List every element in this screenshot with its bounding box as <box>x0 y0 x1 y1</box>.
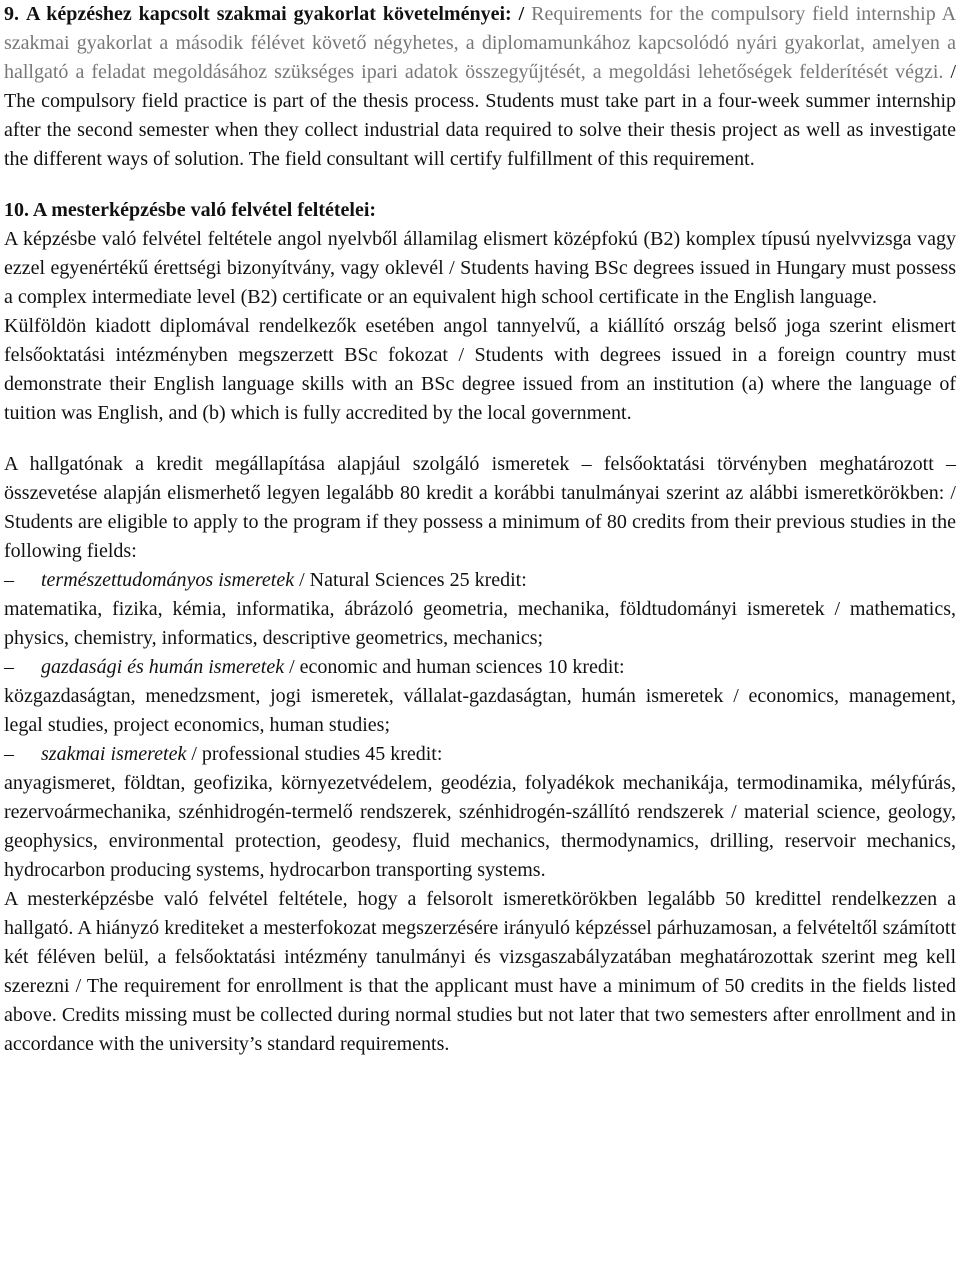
section-9-body-hu: A szakmai gyakorlat a második félévet követő négyhetes, a diplomamunkához kapcsolódó nyári gyakorlat, amelyen a hallgató a feladat megoldásához szükséges ipari adatok összegyűjtését, a megoldási lehetőségek felderítését végzi. <box>4 3 957 83</box>
section-9-title-hu: A képzéshez kapcsolt szakmai gyakorlat követelményei: <box>25 3 512 25</box>
field-3-name: szakmai ismeretek <box>41 743 187 765</box>
field-1-list: matematika, fizika, kémia, informatika, ábrázoló geometria, mechanika, földtudományi ismeretek / mathematics, physics, chemistry, informatics, descriptive geometrics, mechanics; <box>4 598 956 649</box>
field-1-heading <box>4 566 956 595</box>
field-2-rest: / economic and human sciences 10 kredit: <box>289 656 625 678</box>
field-3-list: anyagismeret, földtan, geofizika, környezetvédelem, geodézia, folyadékok mechanikája, termodinamika, mélyfúrás, rezervoármechanika, szénhidrogén-termelő rendszerek, szénhidrogén-szállító rendszerek / material science, geology, geophysics, environmental protection, geodesy, fluid mechanics, thermodynamics, drilling, reservoir mechanics, hydrocarbon producing systems, hydrocarbon transporting systems. <box>4 772 956 881</box>
section-10-para-3: A hallgatónak a kredit megállapítása alapjául szolgáló ismeretek – felsőoktatási törvényben meghatározott – összevetése alapján elismerhető legyen legalább 80 kredit a korábbi tanulmányai szerint az alábbi ismeretkörökben: / Students are eligible to apply to the program if they possess a minimum of 80 credits from their previous studies in the following fields: <box>4 453 956 562</box>
section-10-para-4: A mesterképzésbe való felvétel feltétele, hogy a felsorolt ismeretkörökben legalább 50 kredittel rendelkezzen a hallgató. A hiányzó krediteket a mesterfokozat megszerzésére irányuló képzéssel párhuzamosan, a felvételtől számított két féléven belül, a felsőoktatási intézmény tanulmányi és vizsgaszabályzatában meghatározottak szerint meg kell szerezni / The requirement for enrollment is that the applicant must have a minimum of 50 credits in the fields listed above. Credits missing must be collected during normal studies but not later that two semesters after enrollment and in accordance with the university’s standard requirements. <box>4 888 956 1055</box>
dash-bullet: – <box>4 743 14 765</box>
field-1-rest: / Natural Sciences 25 kredit: <box>299 569 527 591</box>
section-9-body-en: / The compulsory field practice is part of the thesis process. Students must take part in a four-week summer internship after the second semester when they collect industrial data required to solve their thesis project as well as investigate the different ways of solution. The field consultant will certify fulfillment of this requirement. <box>4 61 957 170</box>
section-10-title <box>4 196 956 225</box>
section-9 <box>4 0 956 174</box>
field-2-heading <box>4 653 956 682</box>
field-3-heading <box>4 740 956 769</box>
field-1-name: természettudományos ismeretek <box>41 569 295 591</box>
spacer <box>4 428 956 450</box>
document-page <box>4 0 956 1059</box>
section-9-number: 9. <box>4 3 19 25</box>
dash-bullet: – <box>4 656 14 678</box>
spacer <box>4 174 956 196</box>
section-10-heading: 10. A mesterképzésbe való felvétel feltételei: <box>4 199 377 221</box>
section-10-para-2: Külföldön kiadott diplomával rendelkezők esetében angol tannyelvű, a kiállító ország belső joga szerint elismert felsőoktatási intézményben megszerzett BSc fokozat / Students with degrees issued in a foreign country must demonstrate their English language skills with an BSc degree issued from an institution (a) where the language of tuition was English, and (b) which is fully accredited by the local government. <box>4 315 956 424</box>
section-9-title-en: Requirements for the compulsory field internship <box>531 3 936 25</box>
field-3-rest: / professional studies 45 kredit: <box>191 743 443 765</box>
section-9-separator: / <box>518 3 525 25</box>
field-2-list: közgazdaságtan, menedzsment, jogi ismeretek, vállalat-gazdaságtan, humán ismeretek / economics, management, legal studies, project economics, human studies; <box>4 685 956 736</box>
section-10-para-1: A képzésbe való felvétel feltétele angol nyelvből államilag elismert középfokú (B2) komplex típusú nyelvvizsga vagy ezzel egyenértékű érettségi bizonyítvány, vagy oklevél / Students having BSc degrees issued in Hungary must possess a complex intermediate level (B2) certificate or an equivalent high school certificate in the English language. <box>4 228 956 308</box>
dash-bullet: – <box>4 569 14 591</box>
field-2-name: gazdasági és humán ismeretek <box>41 656 285 678</box>
